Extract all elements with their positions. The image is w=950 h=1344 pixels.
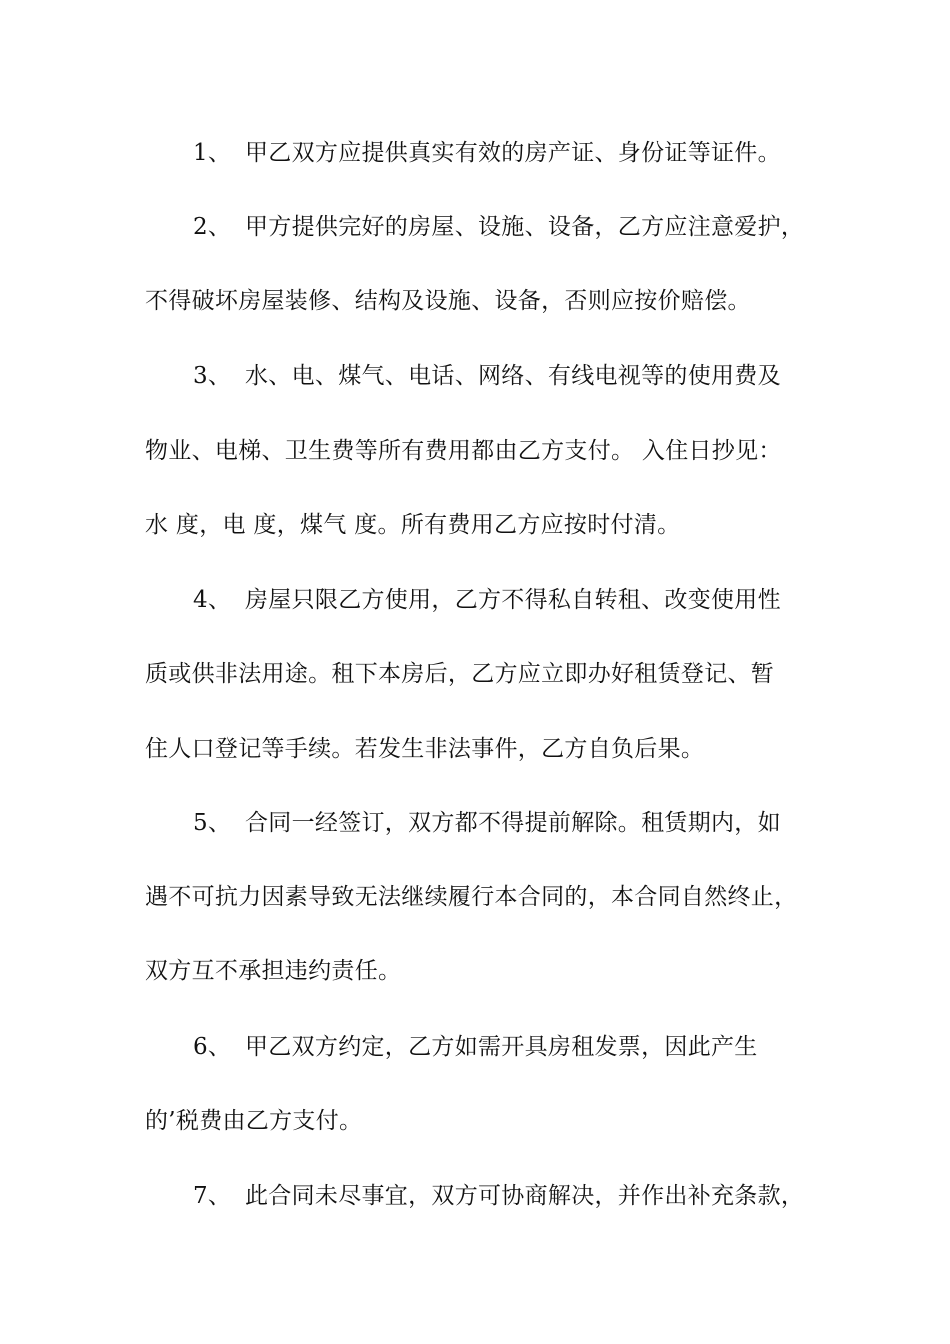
clause-3-text: 水、电、煤气、电话、网络、有线电视等的使用费及 bbox=[245, 363, 781, 389]
clause-2-number: 2、 bbox=[193, 214, 232, 240]
clause-5-line-1 bbox=[145, 803, 873, 843]
clause-4-number: 4、 bbox=[193, 587, 232, 613]
clause-1-line-1 bbox=[145, 133, 873, 173]
clause-3-line-2: 物业、电梯、卫生费等所有费用都由乙方支付。 入住日抄见： bbox=[145, 438, 782, 464]
clause-6-line-1 bbox=[145, 1027, 873, 1067]
clause-3-line-3: 水 度，电 度，煤气 度。所有费用乙方应按时付清。 bbox=[145, 512, 681, 538]
clause-2-text: 甲方提供完好的房屋、设施、设备，乙方应注意爱护， bbox=[245, 214, 805, 240]
clause-5-number: 5、 bbox=[193, 810, 232, 836]
clause-6-line-2: 的’税费由乙方支付。 bbox=[145, 1108, 363, 1134]
clause-5-text: 合同一经签订，双方都不得提前解除。租赁期内，如 bbox=[245, 810, 781, 836]
clause-1-text: 甲乙双方应提供真实有效的房产证、身份证等证件。 bbox=[245, 140, 781, 166]
clause-7-number: 7、 bbox=[193, 1183, 232, 1209]
clause-1-number: 1、 bbox=[193, 140, 232, 166]
clause-4-line-3: 住人口登记等手续。若发生非法事件，乙方自负后果。 bbox=[145, 736, 705, 762]
clause-6-number: 6、 bbox=[193, 1034, 232, 1060]
clause-3-number: 3、 bbox=[193, 363, 232, 389]
clause-3-line-1 bbox=[145, 356, 873, 396]
clause-4-text: 房屋只限乙方使用，乙方不得私自转租、改变使用性 bbox=[245, 587, 781, 613]
clause-2-line-1 bbox=[145, 207, 873, 247]
clause-4-line-2: 质或供非法用途。租下本房后，乙方应立即办好租赁登记、暂 bbox=[145, 661, 775, 687]
clause-7-text: 此合同未尽事宜，双方可协商解决，并作出补充条款， bbox=[245, 1183, 805, 1209]
clause-6-text: 甲乙双方约定，乙方如需开具房租发票，因此产生 bbox=[245, 1034, 758, 1060]
clause-5-line-2: 遇不可抗力因素导致无法继续履行本合同的，本合同自然终止， bbox=[145, 884, 798, 910]
clause-2-line-2: 不得破坏房屋装修、结构及设施、设备，否则应按价赔偿。 bbox=[145, 288, 751, 314]
clause-5-line-3: 双方互不承担违约责任。 bbox=[145, 958, 402, 984]
clause-7-line-1 bbox=[145, 1176, 873, 1216]
clause-4-line-1 bbox=[145, 580, 873, 620]
